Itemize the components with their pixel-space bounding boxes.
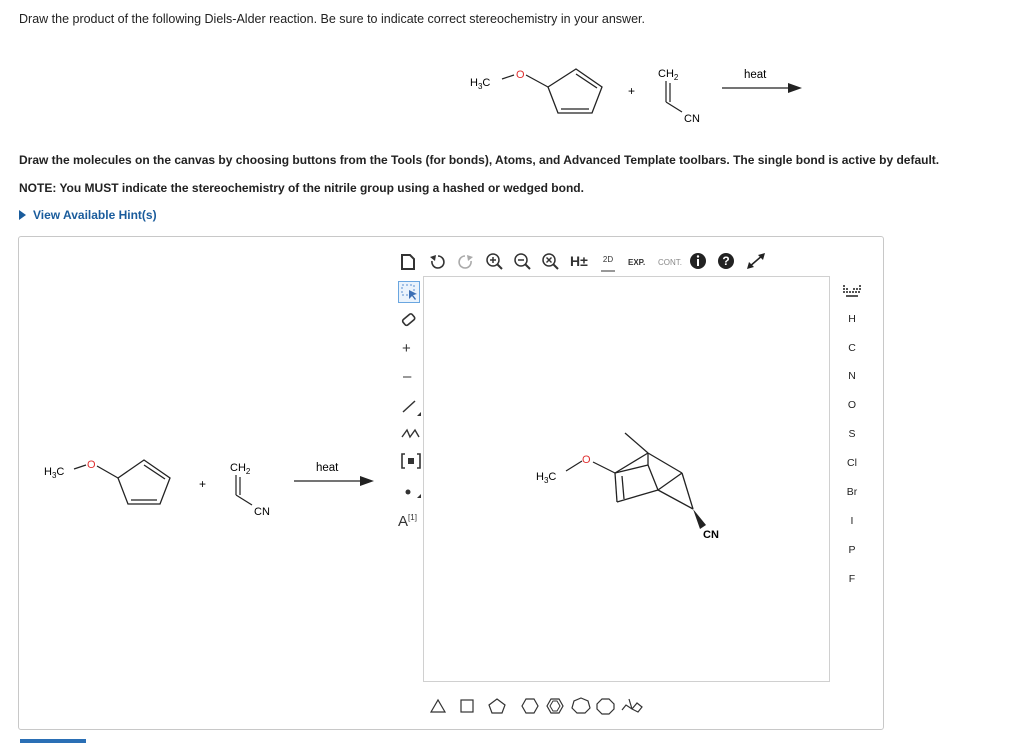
- product-cn-label: CN: [703, 529, 719, 541]
- ch2-label: CH: [658, 68, 674, 80]
- clean-2d-label: 2D: [602, 255, 614, 264]
- bottom-accent-bar: [20, 739, 86, 743]
- atom-i-button[interactable]: I: [850, 515, 854, 527]
- atom-c-button[interactable]: C: [848, 342, 856, 354]
- atom-s-button[interactable]: S: [848, 428, 856, 440]
- cn-label: CN: [684, 113, 700, 125]
- plus-sign: +: [628, 84, 636, 98]
- undo-icon[interactable]: [428, 253, 446, 269]
- new-document-icon[interactable]: [400, 253, 416, 271]
- hexagon-template-icon[interactable]: [522, 699, 538, 713]
- methyl-c: C: [482, 77, 491, 89]
- clear-zoom-icon[interactable]: [541, 252, 561, 270]
- charge-minus-button[interactable]: –: [403, 368, 412, 385]
- expand-button[interactable]: EXP.: [628, 258, 646, 267]
- ch2-subscript: 2: [673, 73, 679, 82]
- product-methyl-h: H: [536, 471, 544, 483]
- methyl-h: H: [470, 77, 478, 89]
- view-hints-link[interactable]: [19, 208, 157, 222]
- bracket-tool-icon[interactable]: [400, 452, 422, 470]
- atom-label-tool[interactable]: [398, 510, 417, 530]
- left-heat-label: heat: [316, 462, 339, 474]
- expand-triangle-icon: [19, 210, 26, 220]
- octagon-template-icon[interactable]: [597, 699, 614, 714]
- svg-text:H3C: [536, 471, 556, 485]
- square-template-icon[interactable]: [461, 700, 473, 712]
- contract-button[interactable]: CONT.: [658, 258, 682, 267]
- atom-f-button[interactable]: F: [848, 573, 856, 585]
- atom-n-button[interactable]: N: [848, 370, 856, 382]
- left-ch2-subscript: 2: [245, 467, 251, 476]
- left-oxygen-label: O: [87, 459, 96, 471]
- reaction-scheme-left: [38, 450, 388, 530]
- heptagon-template-icon[interactable]: [572, 698, 590, 713]
- left-methyl-h: H: [44, 466, 52, 478]
- info-icon[interactable]: [689, 252, 707, 270]
- left-ch2-label: CH: [230, 462, 246, 474]
- zoom-out-icon[interactable]: [513, 252, 533, 270]
- product-oxygen-label: O: [582, 454, 591, 466]
- svg-text:CH2: [658, 68, 679, 82]
- help-icon[interactable]: [717, 252, 735, 270]
- redo-icon[interactable]: [457, 253, 475, 269]
- instruction-text: Draw the molecules on the canvas by choosing buttons from the Tools (for bonds), Atoms, and Advanced Template toolbars. The single bond is active by default.: [19, 153, 940, 167]
- charge-plus-button[interactable]: +: [402, 340, 411, 357]
- clean-2d-button[interactable]: [600, 252, 616, 274]
- chair-template-icon[interactable]: [622, 699, 642, 712]
- triangle-template-icon[interactable]: [431, 700, 445, 712]
- product-methyl-subscript: 3: [543, 476, 549, 485]
- product-methyl-c: C: [548, 471, 557, 483]
- zoom-in-icon[interactable]: [485, 252, 505, 270]
- atom-h-button[interactable]: H: [848, 313, 856, 325]
- reaction-scheme-top: [460, 55, 820, 130]
- svg-text:?: ?: [722, 254, 730, 268]
- pentagon-template-icon[interactable]: [489, 699, 505, 713]
- svg-text:H3C: [44, 466, 64, 480]
- left-methyl-c: C: [56, 466, 65, 478]
- atom-cl-button[interactable]: Cl: [847, 457, 857, 469]
- atom-o-button[interactable]: O: [847, 399, 857, 411]
- atom-p-button[interactable]: P: [848, 544, 856, 556]
- fullscreen-icon[interactable]: [745, 252, 767, 270]
- left-plus-sign: +: [199, 477, 207, 491]
- product-molecule: [530, 425, 740, 550]
- svg-text:CH2: [230, 462, 251, 476]
- hint-link-label: View Available Hint(s): [33, 208, 157, 222]
- atom-label-letter: A: [398, 513, 409, 530]
- single-bond-icon[interactable]: [400, 397, 422, 417]
- periodic-table-icon[interactable]: [842, 284, 862, 298]
- methyl-subscript: 3: [477, 82, 483, 91]
- left-cn-label: CN: [254, 506, 270, 518]
- eraser-icon[interactable]: [399, 311, 419, 329]
- select-tool-icon[interactable]: [398, 281, 420, 303]
- question-text: Draw the product of the following Diels-Alder reaction. Be sure to indicate correct stereochemistry in your answer.: [19, 12, 645, 26]
- explicit-hydrogens-button[interactable]: H±: [570, 253, 588, 269]
- atom-label-sup: [1]: [408, 513, 417, 522]
- svg-text:H3C: [470, 77, 490, 91]
- benzene-template-icon[interactable]: [547, 699, 563, 713]
- heat-label: heat: [744, 69, 767, 81]
- oxygen-label: O: [516, 69, 525, 81]
- note-text: NOTE: You MUST indicate the stereochemistry of the nitrile group using a hashed or wedged bond.: [19, 181, 584, 195]
- radical-dot-icon[interactable]: [400, 485, 422, 499]
- left-methyl-subscript: 3: [51, 471, 57, 480]
- template-toolbar: [426, 695, 658, 717]
- atom-br-button[interactable]: Br: [846, 486, 858, 498]
- chain-tool-icon[interactable]: [400, 425, 422, 441]
